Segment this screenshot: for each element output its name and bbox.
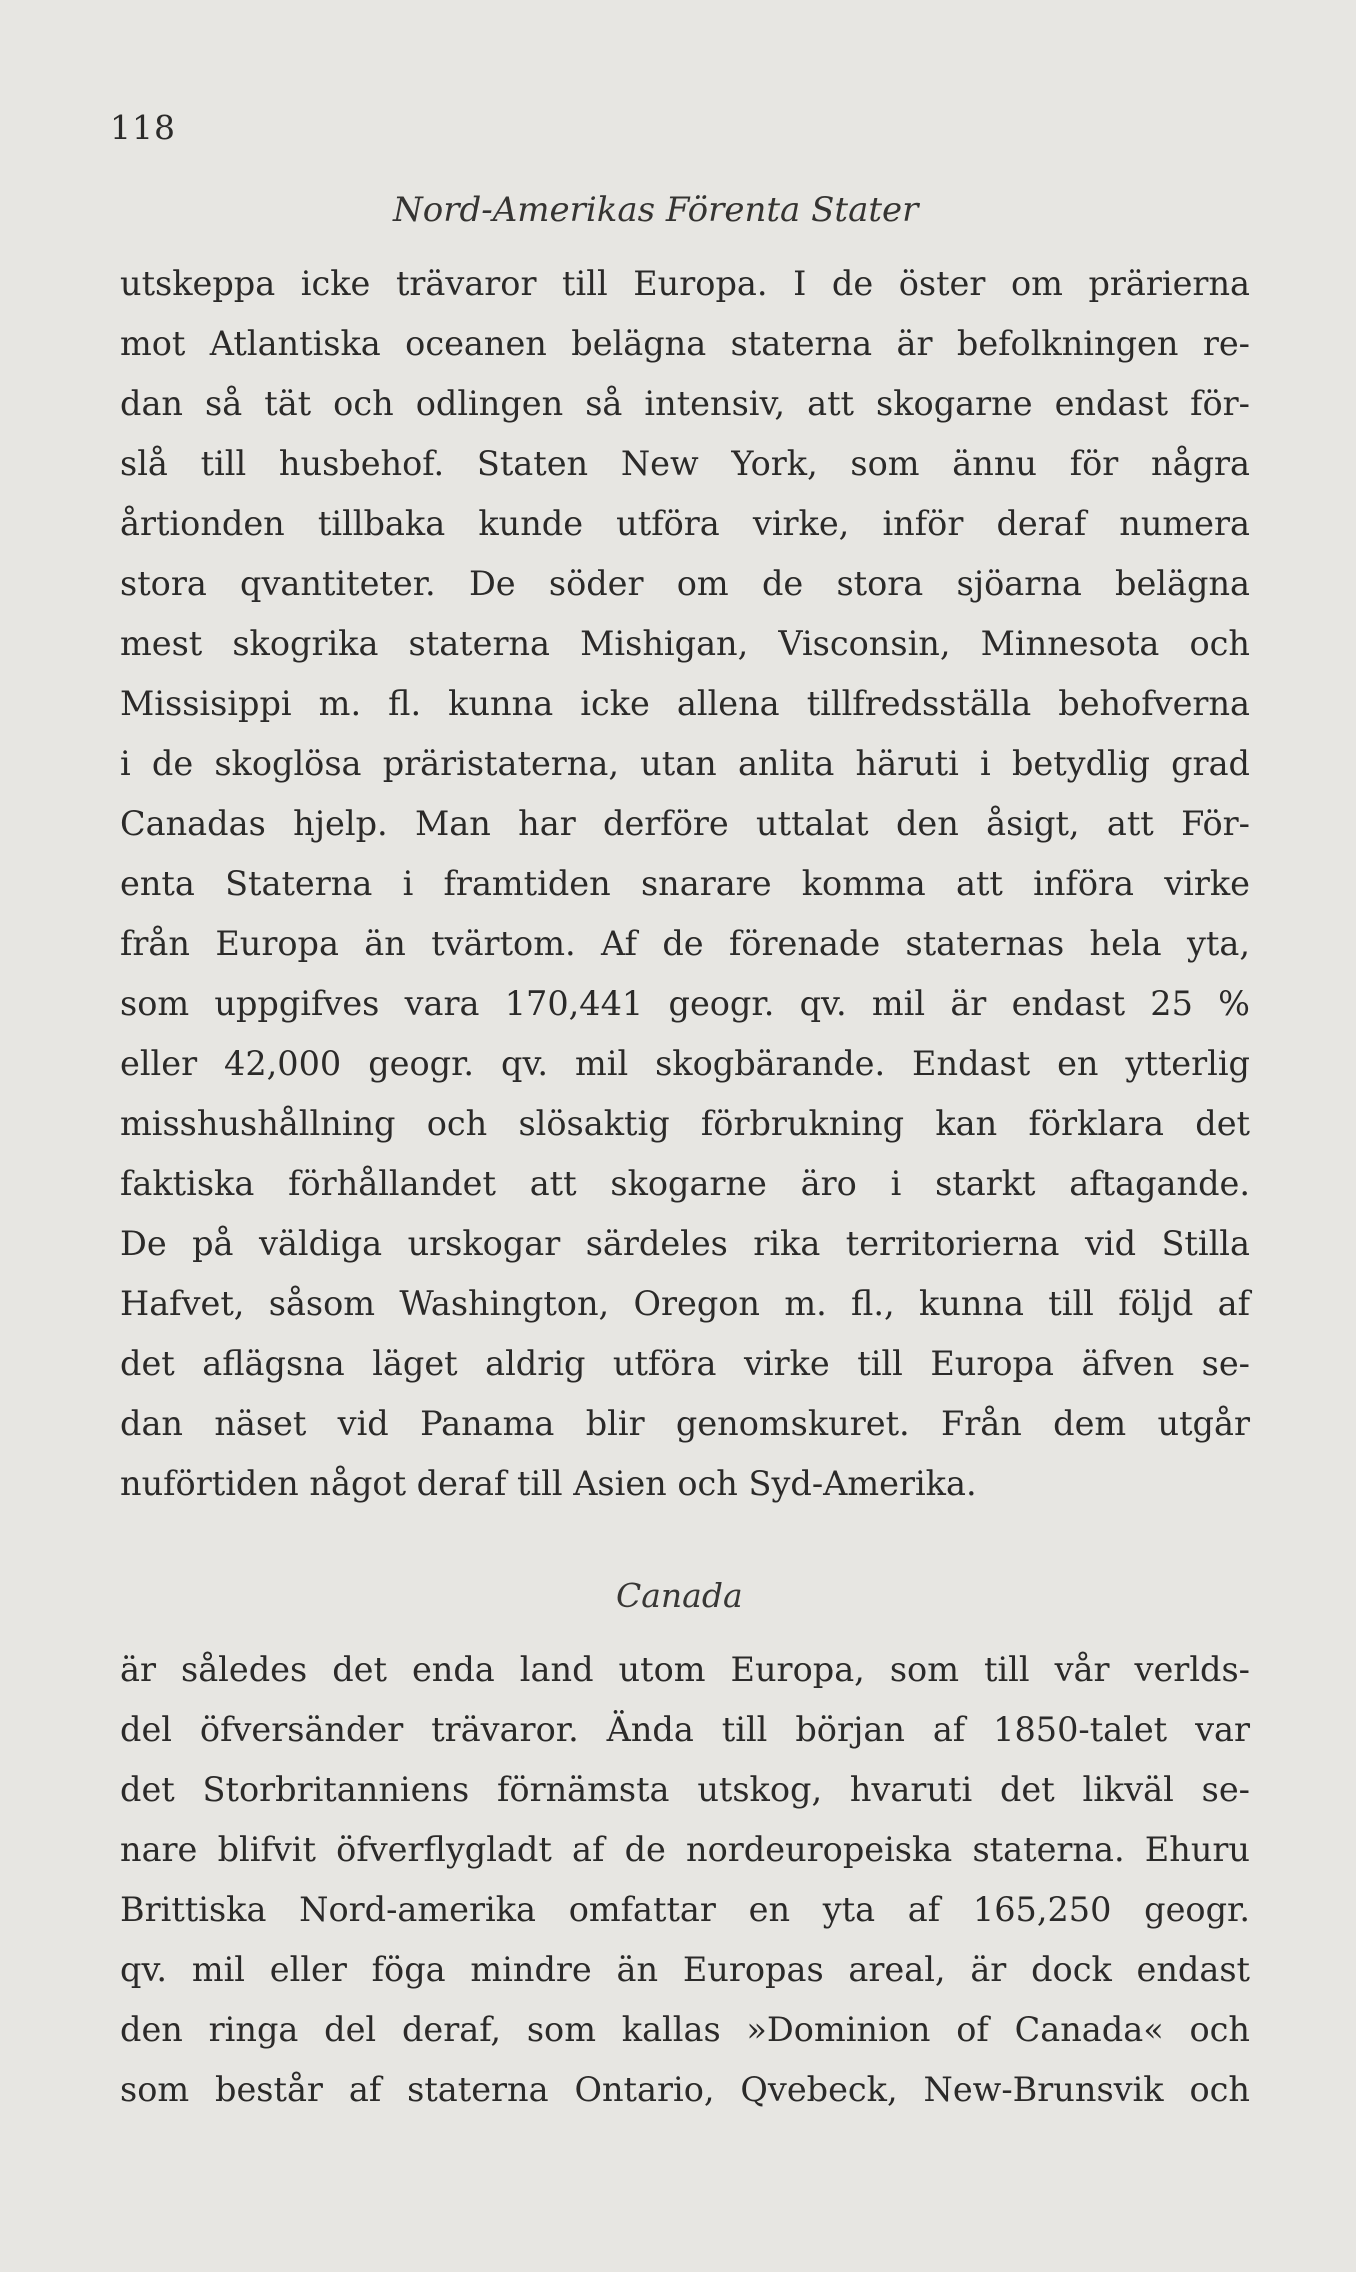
text-line: De på väldiga urskogar särdeles rika territorierna vid Stilla <box>120 1224 1250 1263</box>
text-line: stora qvantiteter. De söder om de stora sjöarna belägna <box>120 564 1250 603</box>
text-line: dan så tät och odlingen så intensiv, att skogarne endast för- <box>120 384 1250 423</box>
text-line: eller 42,000 geogr. qv. mil skogbärande. Endast en ytterlig <box>120 1044 1250 1083</box>
text-line: mest skogrika staterna Mishigan, Visconsin, Minnesota och <box>120 624 1250 663</box>
text-line: är således det enda land utom Europa, som till vår verlds- <box>120 1650 1250 1689</box>
text-line: misshushållning och slösaktig förbrukning kan förklara det <box>120 1104 1250 1143</box>
text-line: slå till husbehof. Staten New York, som ännu för några <box>120 444 1250 483</box>
text-line: mot Atlantiska oceanen belägna staterna är befolkningen re- <box>120 324 1250 363</box>
text-line: från Europa än tvärtom. Af de förenade staternas hela yta, <box>120 924 1250 963</box>
text-line: det Storbritanniens förnämsta utskog, hvaruti det likväl se- <box>120 1770 1250 1809</box>
text-line: Missisippi m. fl. kunna icke allena tillfredsställa behofverna <box>120 684 1250 723</box>
text-line: det aflägsna läget aldrig utföra virke till Europa äfven se- <box>120 1344 1250 1383</box>
text-line: dan näset vid Panama blir genomskuret. Från dem utgår <box>120 1404 1250 1443</box>
section-heading: Canada <box>616 1576 743 1615</box>
text-line: i de skoglösa präristaterna, utan anlita häruti i betydlig grad <box>120 744 1250 783</box>
text-line: Canadas hjelp. Man har derföre uttalat den åsigt, att För- <box>120 804 1250 843</box>
text-line: som uppgifves vara 170,441 geogr. qv. mil är endast 25 % <box>120 984 1250 1023</box>
text-line: qv. mil eller föga mindre än Europas areal, är dock endast <box>120 1950 1250 1989</box>
text-line: utskeppa icke trävaror till Europa. I de öster om prärierna <box>120 264 1250 303</box>
text-line: faktiska förhållandet att skogarne äro i starkt aftagande. <box>120 1164 1250 1203</box>
text-line: del öfversänder trävaror. Ända till början af 1850-talet var <box>120 1710 1250 1749</box>
running-header: Nord-Amerikas Förenta Stater <box>393 190 919 230</box>
page-number: 118 <box>110 108 176 147</box>
text-line: Brittiska Nord-amerika omfattar en yta af 165,250 geogr. <box>120 1890 1250 1929</box>
text-line: den ringa del deraf, som kallas »Dominion of Canada« och <box>120 2010 1250 2049</box>
text-line: nare blifvit öfverflygladt af de nordeuropeiska staterna. Ehuru <box>120 1830 1250 1869</box>
text-line: nuförtiden något deraf till Asien och Syd-Amerika. <box>120 1464 977 1503</box>
text-line: årtionden tillbaka kunde utföra virke, inför deraf numera <box>120 504 1250 543</box>
text-line: som består af staterna Ontario, Qvebeck, New-Brunsvik och <box>120 2070 1250 2109</box>
text-line: enta Staterna i framtiden snarare komma att införa virke <box>120 864 1250 903</box>
text-line: Hafvet, såsom Washington, Oregon m. fl., kunna till följd af <box>120 1284 1250 1323</box>
